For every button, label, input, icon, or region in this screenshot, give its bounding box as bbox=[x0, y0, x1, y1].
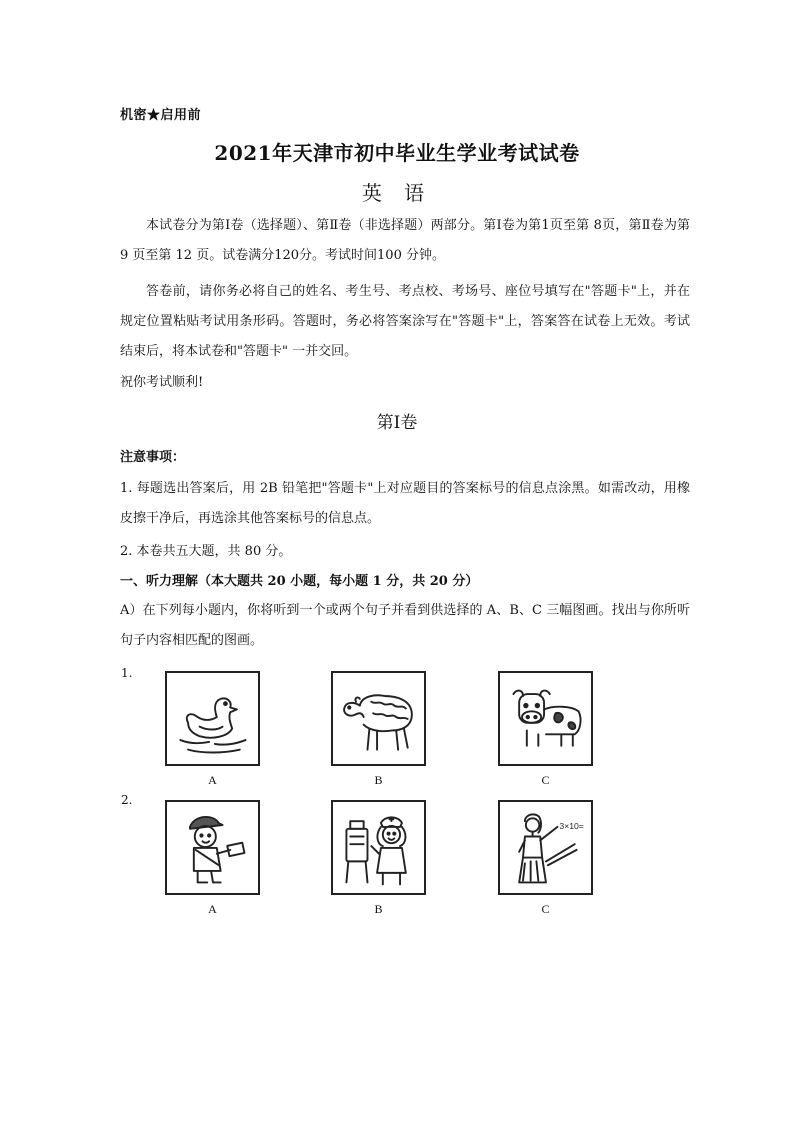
intro-paragraph-2: 答卷前，请你务必将自己的姓名、考生号、考点校、考场号、座位号填写在"答题卡"上，并在规定位置粘贴考试用条形码。答题时，务必将答案涂写在"答题卡"上，答案答在试卷上无效。考试结束后，将本试卷和"答题卡" 一并交回。 bbox=[120, 284, 690, 359]
sheep-icon bbox=[333, 673, 424, 764]
volume-title: 第Ⅰ卷 bbox=[376, 413, 418, 433]
good-luck-text: 祝你考试顺利! bbox=[120, 375, 204, 390]
option-label: B bbox=[374, 902, 383, 916]
question-number: 1. bbox=[121, 666, 133, 680]
cow-picture bbox=[498, 671, 593, 766]
exam-title: 2021年天津市初中毕业生学业考试试卷 bbox=[214, 141, 580, 165]
section-1-heading: 一、听力理解（本大题共 20 小题，每小题 1 分，共 20 分） bbox=[120, 574, 479, 589]
note-1: 1. 每题选出答案后，用 2B 铅笔把"答题卡"上对应题目的答案标号的信息点涂黑。如需改动，用橡皮擦干净后，再选涂其他答案标号的信息点。 bbox=[120, 481, 690, 526]
postman-picture bbox=[165, 800, 260, 895]
note-2: 2. 本卷共五大题，共 80 分。 bbox=[120, 544, 292, 559]
formula-text: 3×10= bbox=[559, 820, 584, 831]
option-label: C bbox=[541, 773, 550, 787]
teacher-icon bbox=[500, 802, 591, 893]
intro-paragraph-1: 本试卷分为第Ⅰ卷（选择题）、第Ⅱ卷（非选择题）两部分。第Ⅰ卷为第1页至第 8页，第Ⅱ卷为第9 页至第 12 页。试卷满分120分。考试时间100 分钟。 bbox=[120, 218, 690, 263]
option-label: A bbox=[208, 773, 217, 787]
nurse-icon bbox=[333, 802, 424, 893]
teacher-picture bbox=[498, 800, 593, 895]
question-number: 2. bbox=[121, 793, 133, 807]
duck-picture bbox=[165, 671, 260, 766]
duck-icon bbox=[167, 673, 258, 764]
option-label: A bbox=[208, 902, 217, 916]
section-1-instruction: A）在下列每小题内，你将听到一个或两个句子并看到供选择的 A、B、C 三幅图画。找出与你所听句子内容相匹配的图画。 bbox=[120, 603, 690, 648]
cow-icon bbox=[500, 673, 591, 764]
confidential-label: 机密★启用前 bbox=[120, 108, 202, 123]
subject-title: 英 语 bbox=[361, 181, 433, 205]
option-label: C bbox=[541, 902, 550, 916]
notes-heading: 注意事项： bbox=[120, 450, 186, 465]
option-label: B bbox=[374, 773, 383, 787]
nurse-picture bbox=[331, 800, 426, 895]
sheep-picture bbox=[331, 671, 426, 766]
postman-icon bbox=[167, 802, 258, 893]
